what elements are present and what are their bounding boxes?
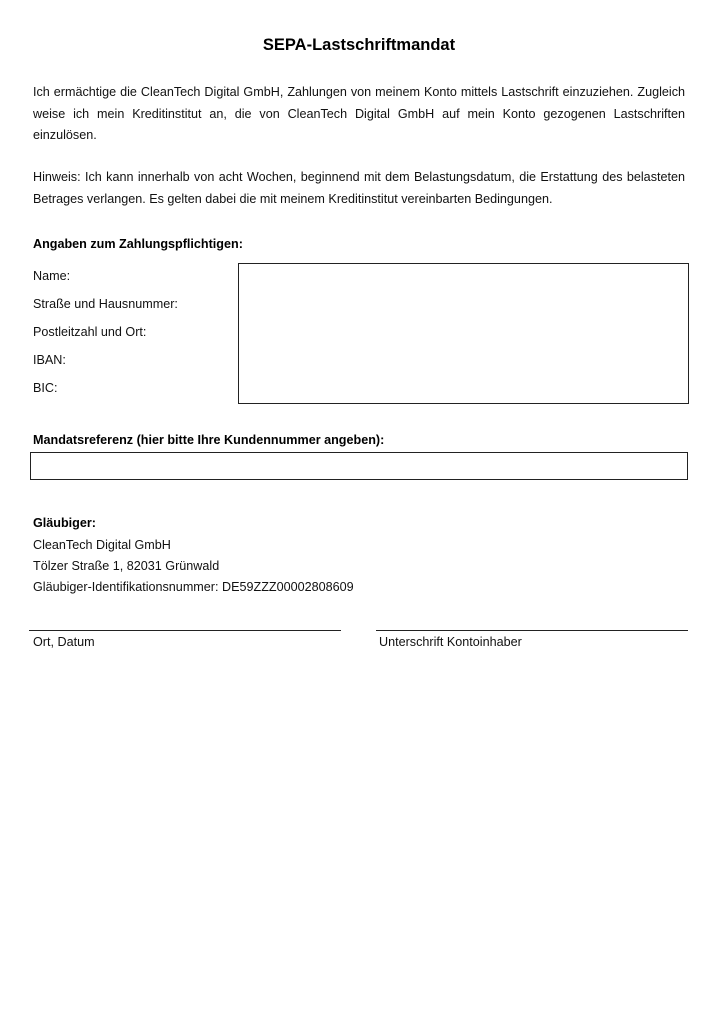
creditor-id: Gläubiger-Identifikationsnummer: DE59ZZZ00002808609 [33, 580, 354, 594]
place-date-label: Ort, Datum [33, 635, 95, 649]
form-row-street [33, 291, 689, 319]
signature-label: Unterschrift Kontoinhaber [379, 635, 522, 649]
form-row-iban [33, 347, 689, 375]
iban-label: IBAN: [33, 353, 66, 367]
street-label: Straße und Hausnummer: [33, 297, 178, 311]
postal-city-label: Postleitzahl und Ort: [33, 325, 147, 339]
notice-paragraph: Hinweis: Ich kann innerhalb von acht Wochen, beginnend mit dem Belastungsdatum, die Erstattung des belasteten Betrages verlangen. Es gelten dabei die mit meinem Kreditinstitut vereinbarten Bedingungen. [33, 170, 685, 206]
name-label: Name: [33, 269, 71, 283]
creditor-name: CleanTech Digital GmbH [33, 538, 171, 552]
payer-section-heading: Angaben zum Zahlungspflichtigen: [33, 237, 243, 251]
street-field[interactable] [238, 291, 689, 320]
bic-label: BIC: [33, 381, 58, 395]
bic-field[interactable] [238, 375, 689, 404]
name-field[interactable] [238, 263, 689, 292]
form-row-bic [33, 375, 689, 403]
signature-line[interactable] [376, 630, 688, 631]
iban-field[interactable] [238, 347, 689, 376]
creditor-address: Tölzer Straße 1, 82031 Grünwald [33, 559, 220, 573]
form-row-postal [33, 319, 689, 347]
authorization-paragraph: Ich ermächtige die CleanTech Digital GmbH, Zahlungen von meinem Konto mittels Lastschrift einzuziehen. Zugleich weise ich mein Kreditinstitut an, die von CleanTech Digital GmbH auf mein Konto gezogenen Lastschriften einzulösen. [33, 85, 685, 142]
mandate-reference-heading: Mandatsreferenz (hier bitte Ihre Kundennummer angeben): [33, 433, 385, 447]
form-row-name [33, 263, 689, 291]
postal-city-field[interactable] [238, 319, 689, 348]
page-title: SEPA-Lastschriftmandat [262, 36, 456, 54]
mandate-reference-field[interactable] [30, 452, 688, 480]
creditor-heading: Gläubiger: [33, 516, 96, 530]
place-date-line[interactable] [29, 630, 341, 631]
